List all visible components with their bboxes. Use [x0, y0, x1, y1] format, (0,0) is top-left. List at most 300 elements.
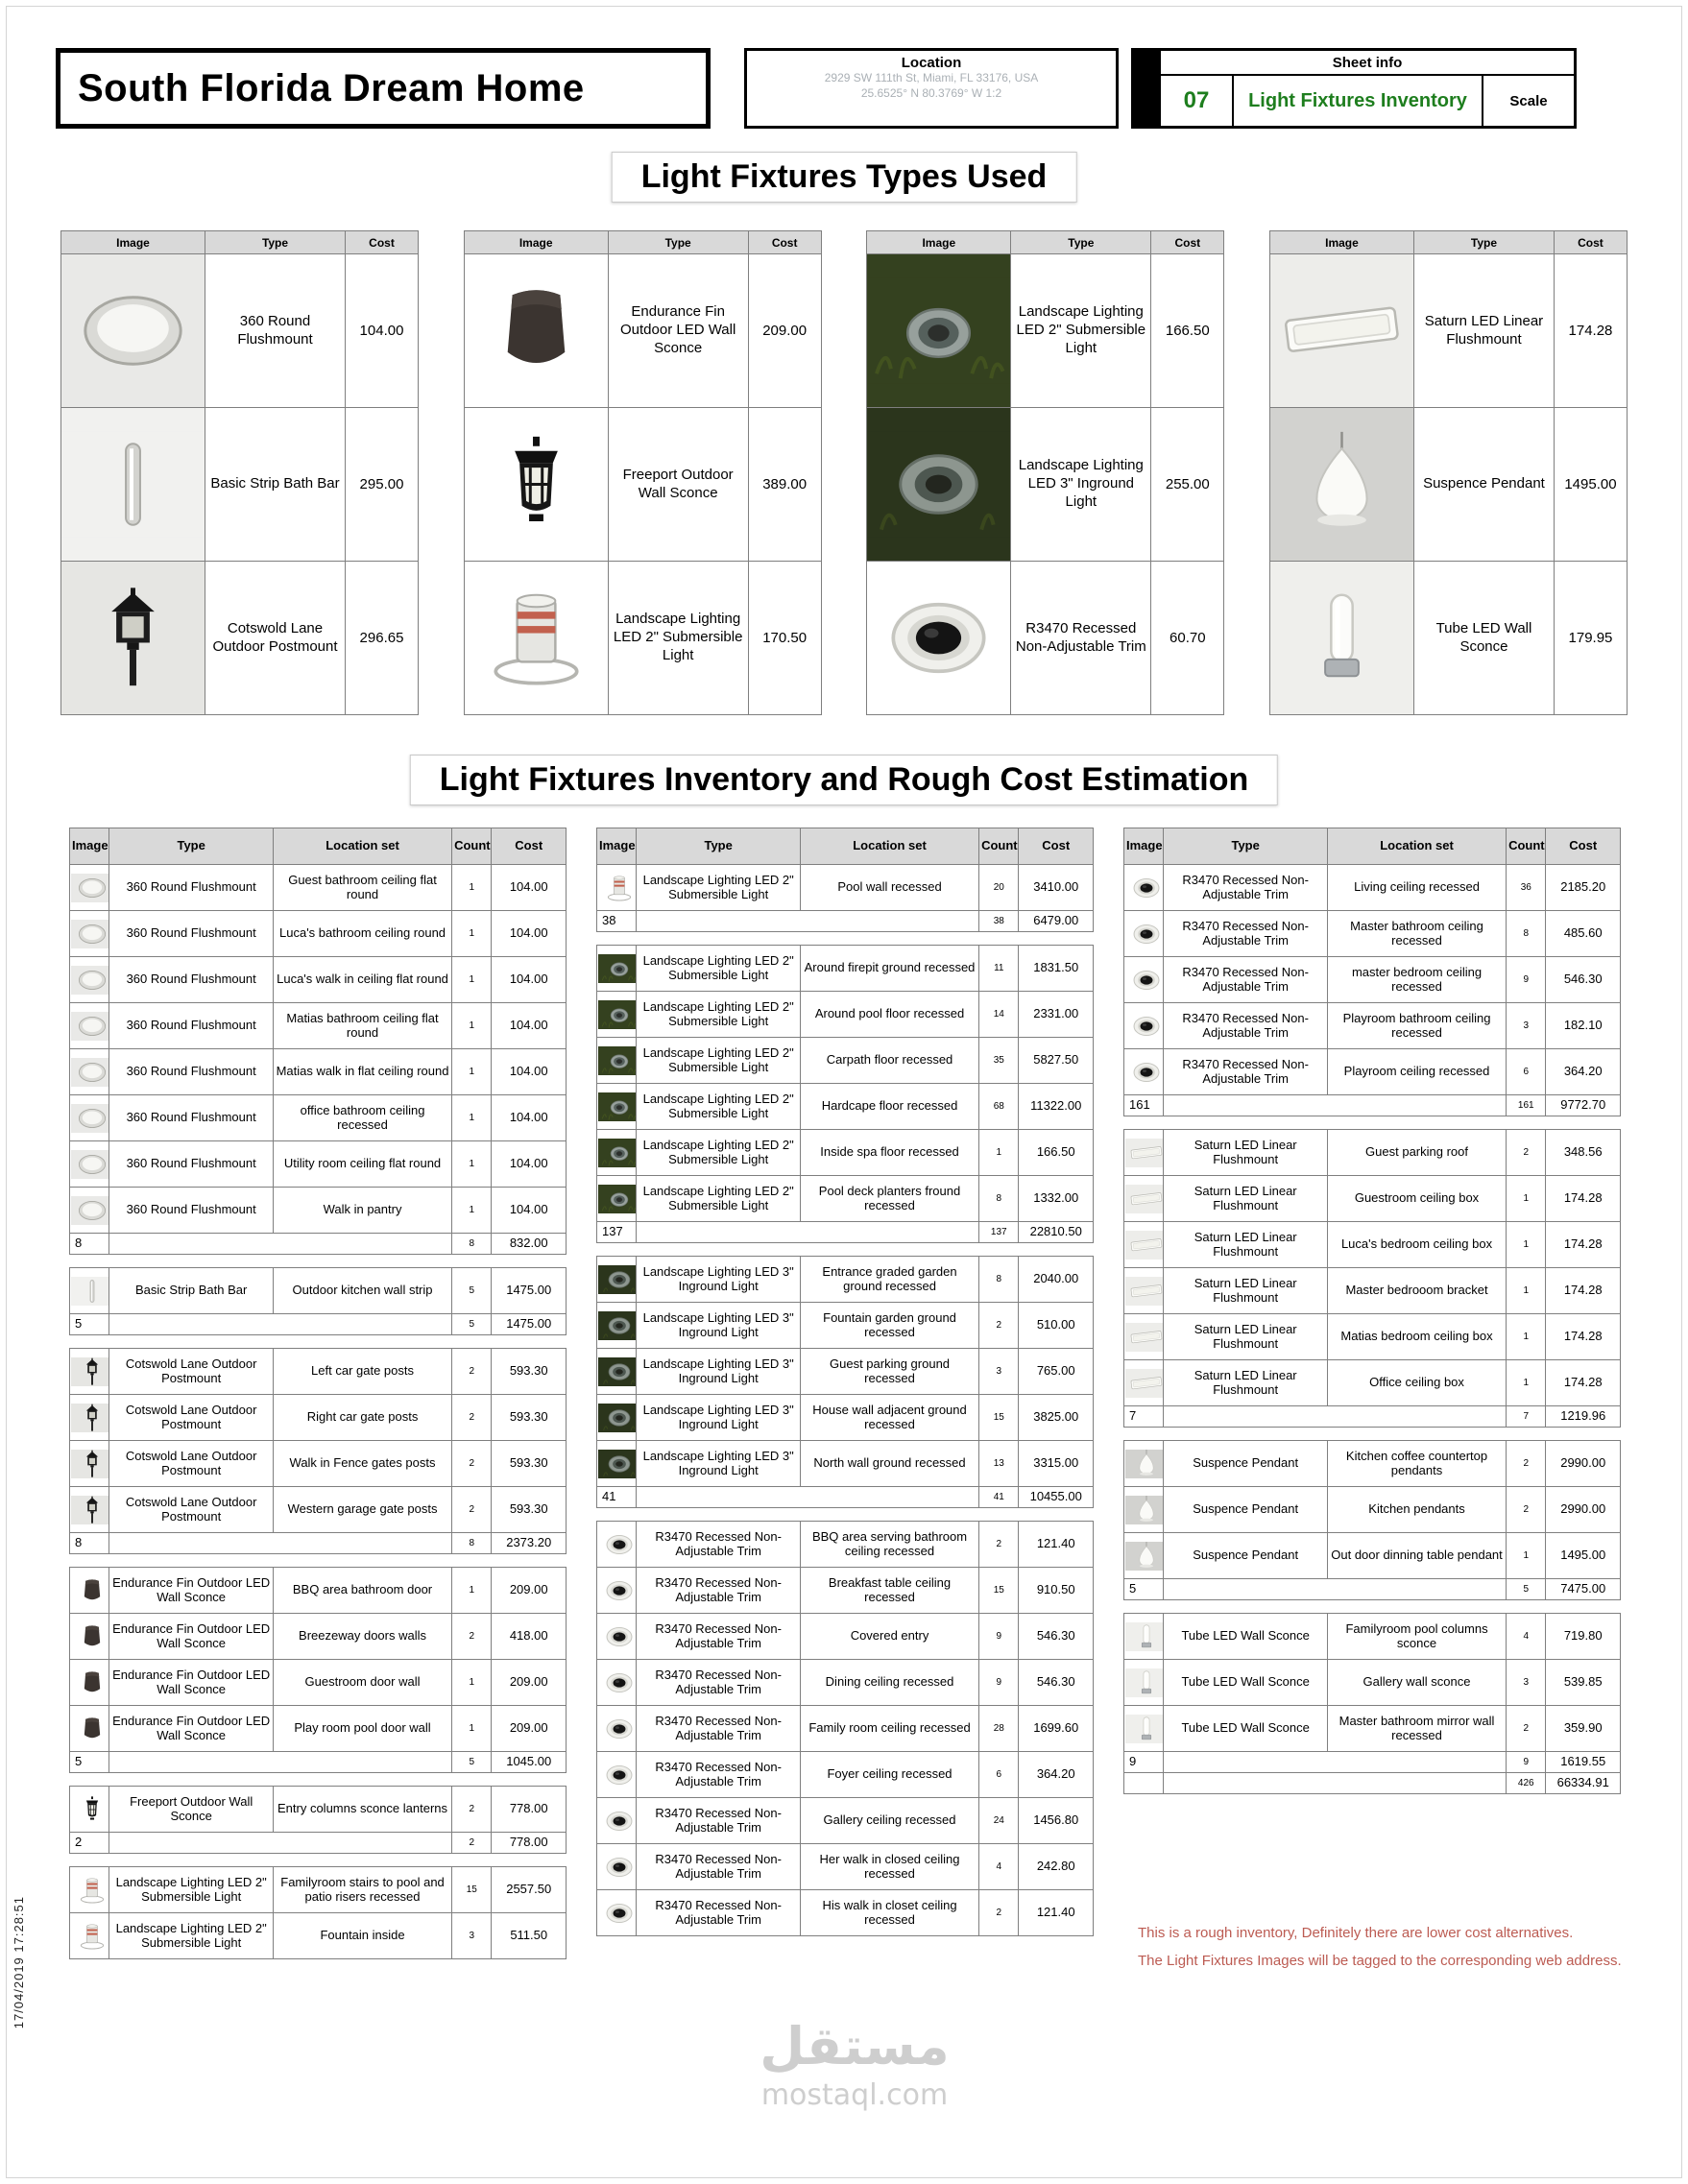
inventory-row [70, 1614, 567, 1660]
fixture-type: Tube LED Wall Sconce [1413, 562, 1554, 715]
row-type: Landscape Lighting LED 3" Inground Light [637, 1395, 801, 1441]
row-type: Landscape Lighting LED 2" Submersible Light [637, 1038, 801, 1084]
fixture-cost: 104.00 [346, 254, 419, 408]
subtotal-label: 38 [597, 911, 637, 932]
row-image-cell [1124, 1487, 1164, 1533]
row-image-cell [70, 1049, 109, 1095]
inventory-row [70, 1188, 567, 1234]
recessed-icon [598, 1576, 637, 1605]
subtotal-row [1124, 1579, 1621, 1600]
inventory-row [70, 1787, 567, 1833]
row-cost: 364.20 [1019, 1752, 1094, 1798]
types-section-title-text: Light Fixtures Types Used [640, 158, 1048, 195]
inventory-table [596, 945, 1094, 1243]
inventory-row [1124, 1441, 1621, 1487]
row-location: BBQ area serving bathroom ceiling recessed [800, 1522, 978, 1568]
row-cost: 485.60 [1546, 911, 1621, 957]
types-row [1269, 254, 1627, 408]
freeport-icon [465, 408, 608, 561]
row-location: Luca's walk in ceiling flat round [273, 957, 451, 1003]
row-count: 1 [1507, 1533, 1546, 1579]
row-cost: 2557.50 [492, 1867, 567, 1913]
recessed-icon [1125, 874, 1164, 902]
row-cost: 11322.00 [1019, 1084, 1094, 1130]
types-table [866, 230, 1224, 715]
row-type: Landscape Lighting LED 3" Inground Light [637, 1441, 801, 1487]
row-location: Luca's bedroom ceiling box [1327, 1222, 1506, 1268]
subtotal-label: 137 [597, 1222, 637, 1243]
row-image-cell [70, 1614, 109, 1660]
inventory-col-header: Cost [492, 828, 567, 865]
inventory-column [69, 828, 567, 1972]
row-type: Landscape Lighting LED 2" Submersible Light [109, 1913, 274, 1959]
row-cost: 104.00 [492, 865, 567, 911]
inventory-row [70, 1706, 567, 1752]
types-table [464, 230, 822, 715]
row-cost: 174.28 [1546, 1314, 1621, 1360]
row-type: Suspence Pendant [1164, 1487, 1328, 1533]
row-count: 6 [979, 1752, 1019, 1798]
row-location: Pool wall recessed [800, 865, 978, 911]
inventory-table [69, 1786, 567, 1854]
subtotal-spacer [637, 911, 979, 932]
submersible-grass-icon [598, 1000, 637, 1029]
fixture-image-cell [464, 408, 608, 562]
row-cost: 719.80 [1546, 1614, 1621, 1660]
row-count: 1 [452, 1568, 492, 1614]
row-count: 1 [452, 1003, 492, 1049]
row-cost: 104.00 [492, 911, 567, 957]
types-row [61, 562, 419, 715]
row-location: Office ceiling box [1327, 1360, 1506, 1406]
recessed-icon [598, 1807, 637, 1836]
endurance-icon [71, 1576, 109, 1605]
row-count: 1 [452, 911, 492, 957]
row-cost: 104.00 [492, 1141, 567, 1188]
inventory-col-header: Count [979, 828, 1019, 865]
inventory-col-header: Count [452, 828, 492, 865]
inground-icon [598, 1450, 637, 1478]
subtotal-cost: 9772.70 [1546, 1095, 1621, 1116]
row-count: 24 [979, 1798, 1019, 1844]
submersible-grass-icon [598, 1185, 637, 1213]
row-cost: 104.00 [492, 1049, 567, 1095]
subtotal-count: 41 [979, 1487, 1019, 1508]
row-count: 35 [979, 1038, 1019, 1084]
recessed-icon [598, 1899, 637, 1928]
row-location: Gallery ceiling recessed [800, 1798, 978, 1844]
row-type: R3470 Recessed Non-Adjustable Trim [637, 1568, 801, 1614]
fixture-type: R3470 Recessed Non-Adjustable Trim [1011, 562, 1151, 715]
row-type: 360 Round Flushmount [109, 1003, 274, 1049]
row-location: House wall adjacent ground recessed [800, 1395, 978, 1441]
row-type: R3470 Recessed Non-Adjustable Trim [1164, 1003, 1328, 1049]
row-location: Walk in Fence gates posts [273, 1441, 451, 1487]
flushmount-icon [71, 1104, 109, 1133]
row-type: Landscape Lighting LED 2" Submersible Light [637, 946, 801, 992]
row-count: 4 [1507, 1614, 1546, 1660]
subtotal-count: 426 [1507, 1773, 1546, 1794]
row-count: 2 [979, 1522, 1019, 1568]
postmount-icon [61, 562, 205, 714]
subtotal-label: 41 [597, 1487, 637, 1508]
subtotal-row [70, 1234, 567, 1255]
row-location: Playroom bathroom ceiling recessed [1327, 1003, 1506, 1049]
row-image-cell [70, 1141, 109, 1188]
inventory-col-header: Cost [1546, 828, 1621, 865]
row-type: R3470 Recessed Non-Adjustable Trim [637, 1522, 801, 1568]
row-count: 20 [979, 865, 1019, 911]
row-count: 1 [1507, 1222, 1546, 1268]
row-cost: 765.00 [1019, 1349, 1094, 1395]
row-location: Matias walk in flat ceiling round [273, 1049, 451, 1095]
fixture-image-cell [867, 254, 1011, 408]
row-location: North wall ground recessed [800, 1441, 978, 1487]
row-location: Familyroom pool columns sconce [1327, 1614, 1506, 1660]
submersible-grass-icon [598, 1092, 637, 1121]
fixture-image-cell [867, 562, 1011, 715]
header-divider-bar [1131, 48, 1158, 129]
subtotal-count: 8 [452, 1533, 492, 1554]
recessed-icon [1125, 1012, 1164, 1041]
inventory-row [1124, 1130, 1621, 1176]
subtotal-spacer [1164, 1752, 1507, 1773]
tube-icon [1125, 1715, 1164, 1743]
inventory-row [1124, 1487, 1621, 1533]
row-count: 1 [979, 1130, 1019, 1176]
row-image-cell [70, 1568, 109, 1614]
row-type: 360 Round Flushmount [109, 865, 274, 911]
row-type: Tube LED Wall Sconce [1164, 1660, 1328, 1706]
inventory-section-title-text: Light Fixtures Inventory and Rough Cost Estimation [439, 761, 1249, 798]
fixture-cost: 179.95 [1554, 562, 1627, 715]
subtotal-spacer [1164, 1095, 1507, 1116]
row-location: Carpath floor recessed [800, 1038, 978, 1084]
note-line-2: The Light Fixtures Images will be tagged to the corresponding web address. [1138, 1952, 1622, 1969]
row-location: Guest parking ground recessed [800, 1349, 978, 1395]
row-cost: 104.00 [492, 1095, 567, 1141]
row-cost: 3825.00 [1019, 1395, 1094, 1441]
saturn-icon [1125, 1369, 1164, 1398]
row-count: 1 [452, 1706, 492, 1752]
fixture-type: Basic Strip Bath Bar [205, 408, 346, 562]
row-type: Endurance Fin Outdoor LED Wall Sconce [109, 1706, 274, 1752]
subtotal-label: 5 [1124, 1579, 1164, 1600]
row-cost: 1332.00 [1019, 1176, 1094, 1222]
row-cost: 593.30 [492, 1395, 567, 1441]
row-type: Saturn LED Linear Flushmount [1164, 1130, 1328, 1176]
subtotal-cost: 7475.00 [1546, 1579, 1621, 1600]
row-type: 360 Round Flushmount [109, 1095, 274, 1141]
fixture-cost: 60.70 [1151, 562, 1224, 715]
row-image-cell [1124, 1003, 1164, 1049]
subtotal-spacer [1164, 1579, 1507, 1600]
fixture-cost: 174.28 [1554, 254, 1627, 408]
row-type: 360 Round Flushmount [109, 1141, 274, 1188]
row-image-cell [70, 1095, 109, 1141]
subtotal-count: 7 [1507, 1406, 1546, 1428]
types-row [867, 562, 1224, 715]
row-count: 14 [979, 992, 1019, 1038]
fixture-cost: 209.00 [748, 254, 821, 408]
row-location: Fountain garden ground recessed [800, 1303, 978, 1349]
fixture-image-cell [61, 562, 205, 715]
row-cost: 182.10 [1546, 1003, 1621, 1049]
subtotal-cost: 1475.00 [492, 1314, 567, 1335]
inventory-row [70, 1395, 567, 1441]
inventory-row [597, 1349, 1094, 1395]
inventory-row [597, 1303, 1094, 1349]
row-type: R3470 Recessed Non-Adjustable Trim [1164, 911, 1328, 957]
row-cost: 2040.00 [1019, 1257, 1094, 1303]
row-count: 2 [452, 1614, 492, 1660]
row-location: Living ceiling recessed [1327, 865, 1506, 911]
postmount-icon [71, 1404, 109, 1432]
saturn-icon [1125, 1277, 1164, 1306]
row-type: Landscape Lighting LED 2" Submersible Light [637, 1130, 801, 1176]
print-datestamp: 17/04/2019 17:28:51 [12, 1896, 26, 2029]
inventory-row [70, 1660, 567, 1706]
postmount-icon [71, 1450, 109, 1478]
row-count: 1 [452, 1049, 492, 1095]
inventory-section-title [410, 755, 1278, 805]
inventory-row [597, 1798, 1094, 1844]
fixture-image-cell [464, 562, 608, 715]
inventory-row [1124, 1268, 1621, 1314]
row-type: Tube LED Wall Sconce [1164, 1614, 1328, 1660]
row-image-cell [1124, 1533, 1164, 1579]
subtotal-cost: 22810.50 [1019, 1222, 1094, 1243]
inventory-row [1124, 1360, 1621, 1406]
types-row [1269, 562, 1627, 715]
row-location: Family room ceiling recessed [800, 1706, 978, 1752]
inventory-col-header: Type [637, 828, 801, 865]
row-cost: 593.30 [492, 1487, 567, 1533]
row-location: Master bathroom ceiling recessed [1327, 911, 1506, 957]
row-type: Endurance Fin Outdoor LED Wall Sconce [109, 1614, 274, 1660]
row-count: 68 [979, 1084, 1019, 1130]
row-location: Breezeway doors walls [273, 1614, 451, 1660]
row-image-cell [70, 1787, 109, 1833]
row-cost: 2185.20 [1546, 865, 1621, 911]
row-cost: 104.00 [492, 1003, 567, 1049]
fixture-cost: 389.00 [748, 408, 821, 562]
row-count: 1 [452, 1660, 492, 1706]
row-count: 2 [979, 1303, 1019, 1349]
row-image-cell [597, 1568, 637, 1614]
row-count: 3 [1507, 1660, 1546, 1706]
subtotal-cost: 1619.55 [1546, 1752, 1621, 1773]
row-count: 1 [452, 1141, 492, 1188]
inventory-row [70, 1095, 567, 1141]
fixture-cost: 296.65 [346, 562, 419, 715]
fixture-cost: 166.50 [1151, 254, 1224, 408]
freeport-icon [71, 1795, 109, 1824]
row-location: Familyroom stairs to pool and patio risers recessed [273, 1867, 451, 1913]
sheet-number: 07 [1161, 76, 1234, 126]
inground-icon [598, 1357, 637, 1386]
inventory-row [597, 865, 1094, 911]
types-table [60, 230, 419, 715]
flushmount-icon [71, 1150, 109, 1179]
location-box [744, 48, 1119, 129]
row-image-cell [597, 946, 637, 992]
row-location: Left car gate posts [273, 1349, 451, 1395]
row-type: R3470 Recessed Non-Adjustable Trim [637, 1614, 801, 1660]
row-location: Western garage gate posts [273, 1487, 451, 1533]
project-title-box [56, 48, 711, 129]
row-type: Endurance Fin Outdoor LED Wall Sconce [109, 1568, 274, 1614]
subtotal-count: 9 [1507, 1752, 1546, 1773]
fixture-image-cell [61, 408, 205, 562]
types-col-header: Cost [346, 231, 419, 254]
row-image-cell [70, 1660, 109, 1706]
row-location: Master bedrooom bracket [1327, 1268, 1506, 1314]
row-cost: 593.30 [492, 1349, 567, 1395]
row-image-cell [70, 911, 109, 957]
row-cost: 546.30 [1546, 957, 1621, 1003]
row-location: Guestroom door wall [273, 1660, 451, 1706]
subtotal-cost: 66334.91 [1546, 1773, 1621, 1794]
row-image-cell [1124, 1706, 1164, 1752]
inventory-row [1124, 865, 1621, 911]
row-count: 15 [452, 1867, 492, 1913]
inventory-table [69, 1348, 567, 1554]
row-type: Landscape Lighting LED 3" Inground Light [637, 1303, 801, 1349]
row-image-cell [70, 1487, 109, 1533]
subtotal-label: 5 [70, 1314, 109, 1335]
subtotal-spacer [109, 1533, 452, 1554]
subtotal-row [597, 911, 1094, 932]
row-location: Fountain inside [273, 1913, 451, 1959]
row-image-cell [70, 865, 109, 911]
inventory-header-row [597, 828, 1094, 865]
fixture-image-cell [61, 254, 205, 408]
row-image-cell [70, 1913, 109, 1959]
inventory-header-row [1124, 828, 1621, 865]
saturn-icon [1125, 1231, 1164, 1260]
submersible-icon [71, 1876, 109, 1905]
inventory-row [597, 992, 1094, 1038]
inventory-row [70, 1049, 567, 1095]
subtotal-count: 8 [452, 1234, 492, 1255]
subtotal-label: 8 [70, 1533, 109, 1554]
fixture-cost: 170.50 [748, 562, 821, 715]
location-address-line1: 2929 SW 111th St, Miami, FL 33176, USA [824, 71, 1039, 84]
scale-label: Scale [1482, 76, 1574, 126]
row-image-cell [1124, 1660, 1164, 1706]
types-row [1269, 408, 1627, 562]
row-location: Playroom ceiling recessed [1327, 1049, 1506, 1095]
subtotal-row [1124, 1095, 1621, 1116]
inventory-row [597, 1084, 1094, 1130]
location-address-line2: 25.6525° N 80.3769° W 1:2 [860, 85, 1002, 100]
sheet-info-label: Sheet info [1161, 51, 1574, 76]
row-count: 1 [452, 865, 492, 911]
types-row [867, 408, 1224, 562]
note-line-1: This is a rough inventory, Definitely there are lower cost alternatives. [1138, 1925, 1574, 1941]
row-cost: 359.90 [1546, 1706, 1621, 1752]
row-location: Gallery wall sconce [1327, 1660, 1506, 1706]
row-cost: 174.28 [1546, 1360, 1621, 1406]
row-image-cell [597, 1522, 637, 1568]
row-image-cell [597, 992, 637, 1038]
flushmount-icon [71, 1058, 109, 1087]
subtotal-count: 5 [452, 1314, 492, 1335]
row-count: 13 [979, 1441, 1019, 1487]
inventory-table [1123, 1440, 1621, 1600]
inventory-col-header: Type [1164, 828, 1328, 865]
fixture-cost: 295.00 [346, 408, 419, 562]
types-header-row [1269, 231, 1627, 254]
row-image-cell [1124, 1268, 1164, 1314]
inventory-row [1124, 1614, 1621, 1660]
types-row [61, 254, 419, 408]
row-type: R3470 Recessed Non-Adjustable Trim [637, 1798, 801, 1844]
row-image-cell [597, 1614, 637, 1660]
inventory-row [597, 1130, 1094, 1176]
row-type: 360 Round Flushmount [109, 1049, 274, 1095]
types-col-header: Image [61, 231, 205, 254]
inventory-row [1124, 1176, 1621, 1222]
row-cost: 174.28 [1546, 1222, 1621, 1268]
row-type: Landscape Lighting LED 3" Inground Light [637, 1257, 801, 1303]
fixture-image-cell [1269, 254, 1413, 408]
row-type: R3470 Recessed Non-Adjustable Trim [637, 1844, 801, 1890]
subtotal-count: 5 [1507, 1579, 1546, 1600]
row-image-cell [597, 1038, 637, 1084]
row-count: 28 [979, 1706, 1019, 1752]
tube-icon [1270, 562, 1413, 714]
row-image-cell [70, 1395, 109, 1441]
types-col-header: Image [867, 231, 1011, 254]
pendant-icon [1270, 408, 1413, 561]
subtotal-cost: 2373.20 [492, 1533, 567, 1554]
inventory-header-row [70, 828, 567, 865]
row-count: 8 [1507, 911, 1546, 957]
sheet-info-row [1161, 76, 1574, 126]
inventory-columns [69, 828, 1621, 1972]
row-location: Matias bedroom ceiling box [1327, 1314, 1506, 1360]
row-type: R3470 Recessed Non-Adjustable Trim [637, 1706, 801, 1752]
row-location: Walk in pantry [273, 1188, 451, 1234]
row-image-cell [70, 1188, 109, 1234]
tube-icon [1125, 1622, 1164, 1651]
recessed-icon [598, 1668, 637, 1697]
recessed-icon [598, 1530, 637, 1559]
row-count: 36 [1507, 865, 1546, 911]
row-type: Landscape Lighting LED 2" Submersible Light [637, 1176, 801, 1222]
bathbar-icon [61, 408, 205, 561]
row-type: Cotswold Lane Outdoor Postmount [109, 1349, 274, 1395]
inventory-column [596, 828, 1094, 1949]
row-location: Her walk in closed ceiling recessed [800, 1844, 978, 1890]
row-cost: 511.50 [492, 1913, 567, 1959]
saturn-icon [1125, 1323, 1164, 1352]
row-type: Tube LED Wall Sconce [1164, 1706, 1328, 1752]
row-type: Cotswold Lane Outdoor Postmount [109, 1487, 274, 1533]
inventory-row [1124, 957, 1621, 1003]
row-cost: 1456.80 [1019, 1798, 1094, 1844]
row-image-cell [1124, 1130, 1164, 1176]
row-location: Utility room ceiling flat round [273, 1141, 451, 1188]
row-location: Matias bathroom ceiling flat round [273, 1003, 451, 1049]
recessed-icon [598, 1715, 637, 1743]
subtotal-row [70, 1752, 567, 1773]
fixture-image-cell [867, 408, 1011, 562]
fixture-image-cell [464, 254, 608, 408]
inventory-row [70, 1349, 567, 1395]
